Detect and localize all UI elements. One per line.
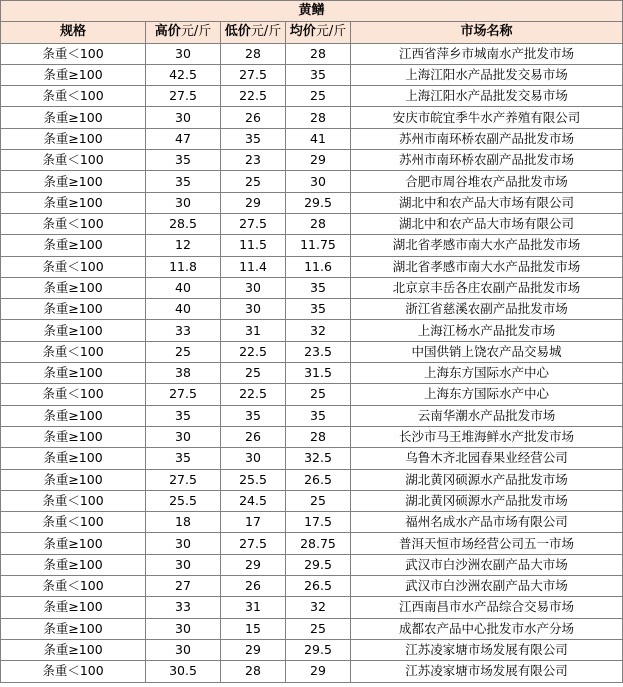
cell-low-price: 31 — [221, 597, 286, 618]
cell-low-price: 27.5 — [221, 213, 286, 234]
cell-market-name: 中国供销上饶农产品交易城 — [351, 341, 623, 362]
cell-market-name: 上海江杨水产品批发市场 — [351, 320, 623, 341]
cell-low-price: 30 — [221, 448, 286, 469]
table-row — [1, 128, 623, 149]
cell-high-price: 47 — [146, 128, 221, 149]
header-high — [146, 22, 221, 43]
table-row — [1, 554, 623, 575]
cell-spec: 条重＜100 — [1, 490, 146, 511]
table-row — [1, 384, 623, 405]
table-row — [1, 277, 623, 298]
header-low — [221, 22, 286, 43]
cell-market-name: 江西省萍乡市城南水产批发市场 — [351, 43, 623, 64]
cell-low-price: 30 — [221, 277, 286, 298]
table-row — [1, 192, 623, 213]
cell-low-price: 30 — [221, 299, 286, 320]
cell-low-price: 26 — [221, 107, 286, 128]
cell-avg-price: 26.5 — [286, 469, 351, 490]
header-market: 市场名称 — [351, 22, 623, 43]
table-row — [1, 639, 623, 660]
cell-avg-price: 25 — [286, 384, 351, 405]
cell-spec: 条重＜100 — [1, 213, 146, 234]
cell-market-name: 北京京丰岳各庄农副产品批发市场 — [351, 277, 623, 298]
table-row — [1, 320, 623, 341]
cell-spec: 条重≥100 — [1, 639, 146, 660]
cell-high-price: 18 — [146, 512, 221, 533]
cell-spec: 条重＜100 — [1, 661, 146, 682]
cell-low-price: 28 — [221, 661, 286, 682]
cell-avg-price: 32 — [286, 597, 351, 618]
cell-market-name: 江西南昌市水产品综合交易市场 — [351, 597, 623, 618]
cell-high-price: 30 — [146, 43, 221, 64]
table-row — [1, 661, 623, 682]
cell-low-price: 26 — [221, 426, 286, 447]
cell-market-name: 长沙市马王堆海鲜水产批发市场 — [351, 426, 623, 447]
cell-market-name: 成都农产品中心批发市水产分场 — [351, 618, 623, 639]
cell-avg-price: 28 — [286, 107, 351, 128]
cell-avg-price: 41 — [286, 128, 351, 149]
cell-spec: 条重＜100 — [1, 256, 146, 277]
table-row — [1, 171, 623, 192]
cell-market-name: 上海东方国际水产中心 — [351, 363, 623, 384]
cell-high-price: 33 — [146, 320, 221, 341]
cell-avg-price: 29 — [286, 661, 351, 682]
table-row — [1, 533, 623, 554]
cell-avg-price: 29.5 — [286, 192, 351, 213]
header-high-label: 高价 — [154, 24, 181, 40]
table-body — [1, 43, 623, 682]
cell-low-price: 11.5 — [221, 235, 286, 256]
cell-avg-price: 25 — [286, 490, 351, 511]
cell-avg-price: 11.75 — [286, 235, 351, 256]
cell-high-price: 27.5 — [146, 86, 221, 107]
cell-high-price: 30 — [146, 107, 221, 128]
cell-low-price: 28 — [221, 43, 286, 64]
cell-market-name: 上海江阳水产品批发交易市场 — [351, 64, 623, 85]
cell-high-price: 35 — [146, 150, 221, 171]
table-title: 黄鳝 — [1, 1, 623, 22]
table-row — [1, 469, 623, 490]
cell-avg-price: 35 — [286, 277, 351, 298]
cell-avg-price: 17.5 — [286, 512, 351, 533]
cell-market-name: 武汉市白沙洲农副产品大市场 — [351, 554, 623, 575]
cell-high-price: 35 — [146, 171, 221, 192]
cell-high-price: 30 — [146, 192, 221, 213]
cell-market-name: 湖北中和农产品大市场有限公司 — [351, 192, 623, 213]
cell-high-price: 30 — [146, 533, 221, 554]
table-row — [1, 363, 623, 384]
cell-low-price: 17 — [221, 512, 286, 533]
cell-low-price: 26 — [221, 576, 286, 597]
cell-avg-price: 28 — [286, 213, 351, 234]
cell-avg-price: 29.5 — [286, 554, 351, 575]
header-low-label: 低价 — [224, 24, 251, 40]
table-row — [1, 490, 623, 511]
cell-low-price: 24.5 — [221, 490, 286, 511]
table-row — [1, 299, 623, 320]
cell-market-name: 湖北省孝感市南大水产品批发市场 — [351, 256, 623, 277]
cell-market-name: 上海江阳水产品批发交易市场 — [351, 86, 623, 107]
cell-market-name: 江苏凌家塘市场发展有限公司 — [351, 639, 623, 660]
cell-high-price: 30 — [146, 639, 221, 660]
cell-spec: 条重≥100 — [1, 533, 146, 554]
cell-high-price: 12 — [146, 235, 221, 256]
cell-low-price: 35 — [221, 128, 286, 149]
cell-low-price: 23 — [221, 150, 286, 171]
table-row — [1, 86, 623, 107]
cell-spec: 条重≥100 — [1, 192, 146, 213]
cell-high-price: 11.8 — [146, 256, 221, 277]
cell-avg-price: 35 — [286, 405, 351, 426]
cell-avg-price: 31.5 — [286, 363, 351, 384]
cell-market-name: 浙江省慈溪农副产品批发市场 — [351, 299, 623, 320]
cell-market-name: 苏州市南环桥农副产品批发市场 — [351, 150, 623, 171]
cell-market-name: 福州名成水产品市场有限公司 — [351, 512, 623, 533]
cell-high-price: 27.5 — [146, 384, 221, 405]
cell-market-name: 武汉市白沙洲农副产品大市场 — [351, 576, 623, 597]
table-row — [1, 448, 623, 469]
cell-spec: 条重≥100 — [1, 363, 146, 384]
cell-high-price: 25.5 — [146, 490, 221, 511]
table-row — [1, 235, 623, 256]
cell-low-price: 25 — [221, 171, 286, 192]
header-avg-label: 均价 — [289, 24, 316, 40]
cell-high-price: 40 — [146, 277, 221, 298]
cell-spec: 条重≥100 — [1, 469, 146, 490]
table-row — [1, 576, 623, 597]
cell-low-price: 22.5 — [221, 341, 286, 362]
table-row — [1, 43, 623, 64]
table-row — [1, 256, 623, 277]
cell-spec: 条重≥100 — [1, 107, 146, 128]
cell-spec: 条重＜100 — [1, 86, 146, 107]
cell-low-price: 27.5 — [221, 533, 286, 554]
cell-spec: 条重＜100 — [1, 150, 146, 171]
cell-market-name: 苏州市南环桥农副产品批发市场 — [351, 128, 623, 149]
cell-spec: 条重≥100 — [1, 299, 146, 320]
cell-spec: 条重≥100 — [1, 64, 146, 85]
cell-avg-price: 30 — [286, 171, 351, 192]
cell-high-price: 27 — [146, 576, 221, 597]
cell-market-name: 江苏凌家塘市场发展有限公司 — [351, 661, 623, 682]
cell-spec: 条重≥100 — [1, 235, 146, 256]
table-row — [1, 597, 623, 618]
cell-market-name: 湖北黄冈硕源水产品批发市场 — [351, 469, 623, 490]
cell-market-name: 乌鲁木齐北园春果业经营公司 — [351, 448, 623, 469]
cell-high-price: 25 — [146, 341, 221, 362]
cell-market-name: 合肥市周谷堆农产品批发市场 — [351, 171, 623, 192]
header-avg-unit: 元/斤 — [315, 24, 347, 40]
table-row — [1, 512, 623, 533]
cell-market-name: 上海东方国际水产中心 — [351, 384, 623, 405]
cell-avg-price: 11.6 — [286, 256, 351, 277]
cell-avg-price: 28 — [286, 43, 351, 64]
cell-spec: 条重＜100 — [1, 43, 146, 64]
cell-avg-price: 35 — [286, 64, 351, 85]
cell-low-price: 29 — [221, 639, 286, 660]
cell-spec: 条重＜100 — [1, 384, 146, 405]
cell-spec: 条重≥100 — [1, 277, 146, 298]
cell-avg-price: 35 — [286, 299, 351, 320]
cell-spec: 条重≥100 — [1, 597, 146, 618]
cell-low-price: 29 — [221, 192, 286, 213]
table-row — [1, 64, 623, 85]
cell-avg-price: 29.5 — [286, 639, 351, 660]
cell-avg-price: 25 — [286, 86, 351, 107]
cell-market-name: 普洱天恒市场经营公司五一市场 — [351, 533, 623, 554]
cell-avg-price: 28.75 — [286, 533, 351, 554]
cell-market-name: 湖北省孝感市南大水产品批发市场 — [351, 235, 623, 256]
cell-low-price: 15 — [221, 618, 286, 639]
cell-spec: 条重≥100 — [1, 320, 146, 341]
header-spec: 规格 — [1, 22, 146, 43]
cell-spec: 条重＜100 — [1, 341, 146, 362]
cell-low-price: 27.5 — [221, 64, 286, 85]
cell-avg-price: 32.5 — [286, 448, 351, 469]
cell-low-price: 25.5 — [221, 469, 286, 490]
cell-avg-price: 29 — [286, 150, 351, 171]
cell-spec: 条重＜100 — [1, 512, 146, 533]
table-row — [1, 150, 623, 171]
cell-low-price: 31 — [221, 320, 286, 341]
cell-low-price: 29 — [221, 554, 286, 575]
cell-avg-price: 26.5 — [286, 576, 351, 597]
header-low-unit: 元/斤 — [250, 24, 282, 40]
cell-high-price: 33 — [146, 597, 221, 618]
cell-market-name: 安庆市皖宜季牛水产养殖有限公司 — [351, 107, 623, 128]
cell-low-price: 25 — [221, 363, 286, 384]
cell-spec: 条重≥100 — [1, 554, 146, 575]
cell-avg-price: 32 — [286, 320, 351, 341]
cell-market-name: 云南华潮水产品批发市场 — [351, 405, 623, 426]
table-title-row — [1, 1, 623, 22]
table-row — [1, 107, 623, 128]
cell-low-price: 11.4 — [221, 256, 286, 277]
cell-high-price: 35 — [146, 448, 221, 469]
cell-market-name: 湖北中和农产品大市场有限公司 — [351, 213, 623, 234]
cell-avg-price: 28 — [286, 426, 351, 447]
cell-spec: 条重≥100 — [1, 128, 146, 149]
cell-high-price: 28.5 — [146, 213, 221, 234]
cell-low-price: 35 — [221, 405, 286, 426]
table-row — [1, 213, 623, 234]
cell-high-price: 35 — [146, 405, 221, 426]
cell-high-price: 30 — [146, 426, 221, 447]
table-row — [1, 618, 623, 639]
header-avg — [286, 22, 351, 43]
cell-high-price: 27.5 — [146, 469, 221, 490]
table-row — [1, 341, 623, 362]
cell-high-price: 42.5 — [146, 64, 221, 85]
cell-low-price: 22.5 — [221, 86, 286, 107]
table-header-row — [1, 22, 623, 43]
cell-market-name: 湖北黄冈硕源水产品批发市场 — [351, 490, 623, 511]
cell-spec: 条重≥100 — [1, 618, 146, 639]
cell-high-price: 30.5 — [146, 661, 221, 682]
cell-spec: 条重≥100 — [1, 448, 146, 469]
cell-spec: 条重≥100 — [1, 405, 146, 426]
header-high-unit: 元/斤 — [180, 24, 212, 40]
cell-high-price: 38 — [146, 363, 221, 384]
cell-high-price: 30 — [146, 554, 221, 575]
cell-high-price: 40 — [146, 299, 221, 320]
cell-avg-price: 25 — [286, 618, 351, 639]
cell-avg-price: 23.5 — [286, 341, 351, 362]
table-row — [1, 426, 623, 447]
cell-spec: 条重≥100 — [1, 426, 146, 447]
cell-high-price: 30 — [146, 618, 221, 639]
cell-spec: 条重＜100 — [1, 576, 146, 597]
cell-low-price: 22.5 — [221, 384, 286, 405]
cell-spec: 条重≥100 — [1, 171, 146, 192]
table-row — [1, 405, 623, 426]
